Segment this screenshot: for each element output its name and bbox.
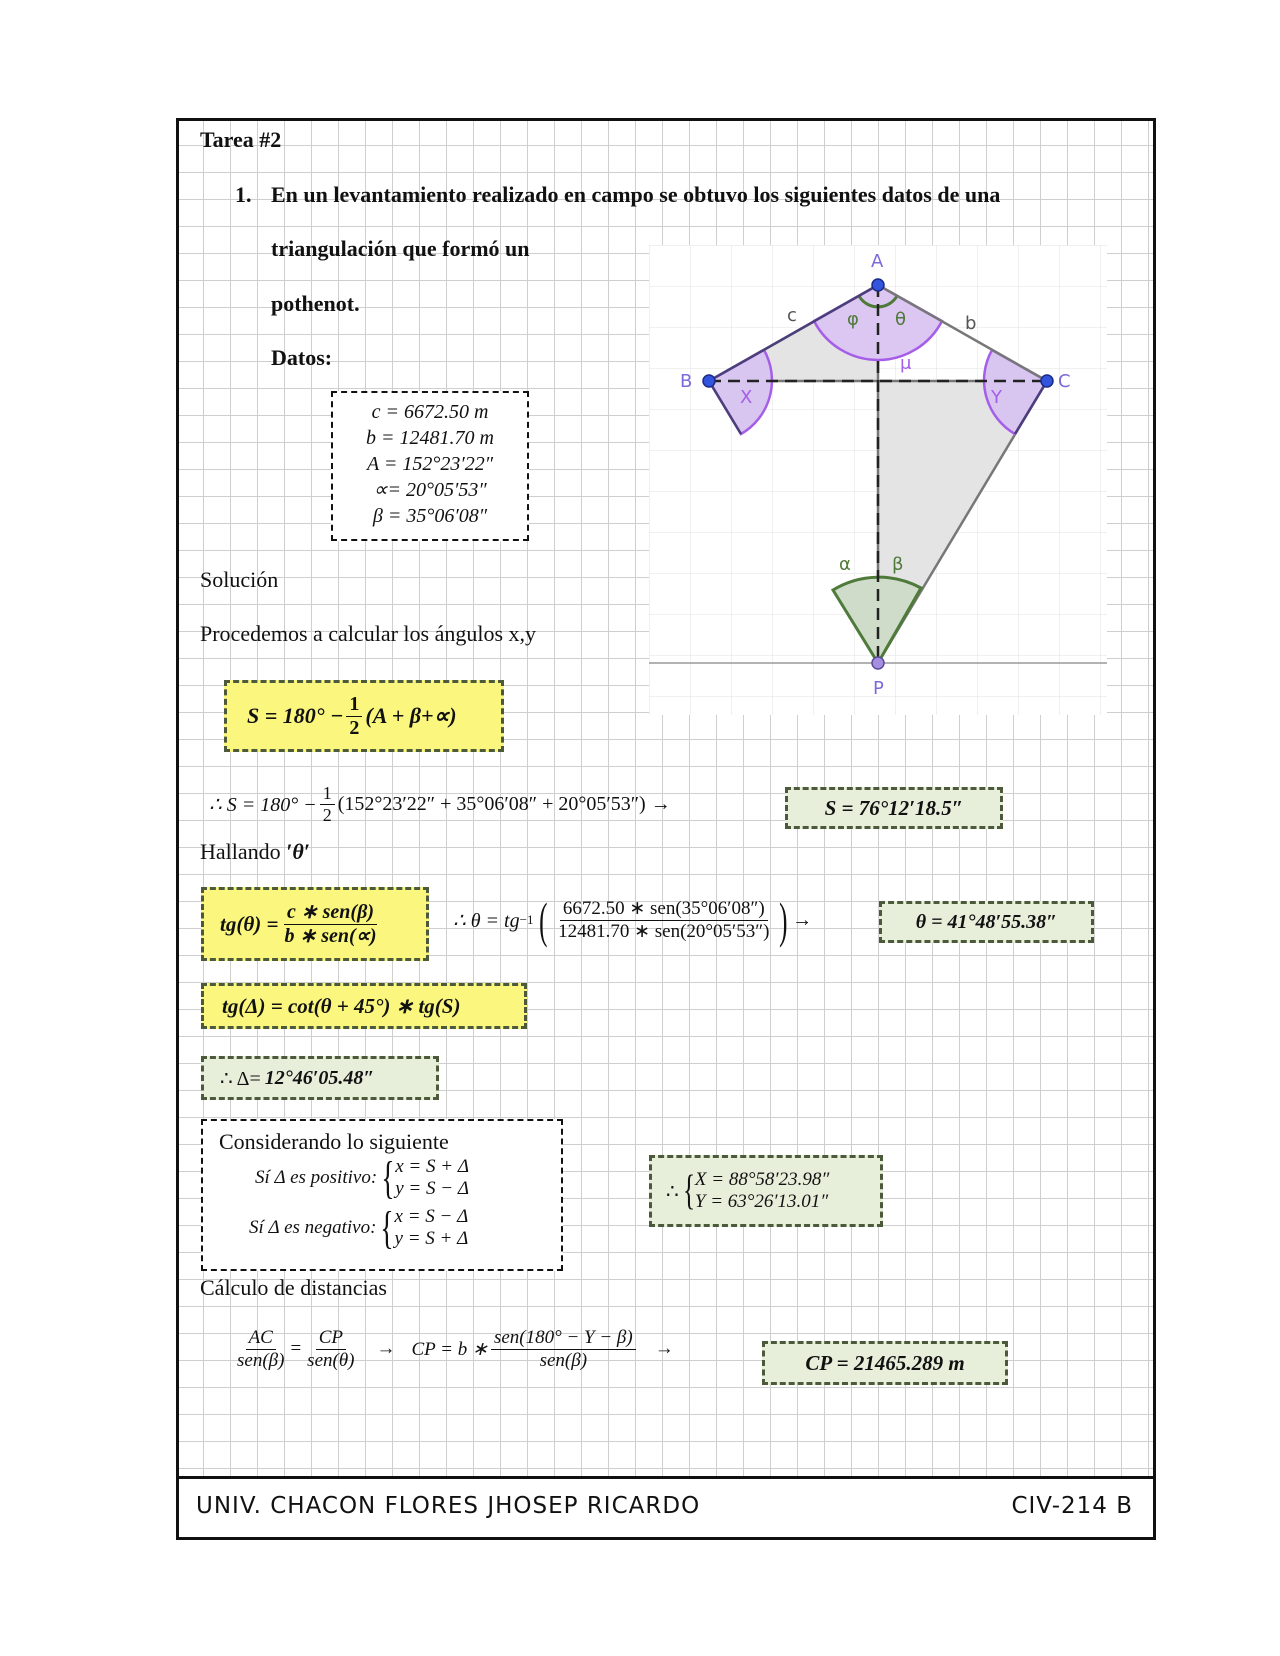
s-calc-num: 1 bbox=[320, 783, 335, 805]
datos-alpha: ∝= 20°05′53″ bbox=[373, 479, 487, 501]
label-a: A bbox=[871, 251, 884, 272]
xy-result-box: ∴ { X = 88°58′23.98″ Y = 63°26′13.01″ bbox=[649, 1155, 883, 1227]
problem-line-2: triangulación que formó un bbox=[271, 236, 530, 261]
theta-calc-lhs: ∴ θ = tg bbox=[453, 909, 520, 932]
problem-line-1: En un levantamiento realizado en campo se obtuvo los siguientes datos de una bbox=[271, 182, 1001, 207]
cp-eq: = bbox=[290, 1338, 302, 1360]
cp-arrow-2: → bbox=[654, 1338, 674, 1360]
consider-box bbox=[201, 1119, 563, 1271]
footer-author: UNIV. CHACON FLORES JHOSEP RICARDO bbox=[196, 1493, 701, 1519]
hallando-text: Hallando bbox=[200, 839, 281, 864]
datos-beta: β = 35°06′08″ bbox=[372, 505, 488, 527]
cp-calculation bbox=[231, 1327, 690, 1372]
label-mu: μ bbox=[900, 353, 912, 374]
point-c bbox=[1041, 375, 1053, 387]
label-b: B bbox=[680, 371, 693, 392]
consider-pos-label: Sí Δ es positivo: bbox=[255, 1167, 378, 1188]
s-calc-lhs: ∴ S = 180° − bbox=[209, 793, 317, 816]
cp-f3-num: sen(180° − Y − β) bbox=[491, 1327, 636, 1350]
theta-result: θ = 41°48′55.38″ bbox=[915, 910, 1058, 933]
page-footer bbox=[179, 1476, 1153, 1537]
pothenot-figure bbox=[649, 245, 1107, 715]
consider-neg-label: Sí Δ es negativo: bbox=[249, 1217, 377, 1238]
consider-title: Considerando lo siguiente bbox=[219, 1129, 449, 1154]
s-formula-num: 1 bbox=[346, 693, 362, 717]
theta-calc-num: 6672.50 ∗ sen(35°06′08″) bbox=[560, 898, 768, 921]
cp-mid: CP = b ∗ bbox=[411, 1338, 488, 1360]
label-side-c: c bbox=[787, 305, 797, 326]
cp-f2-num: CP bbox=[316, 1327, 346, 1350]
s-calc-rhs: (152°23′22″ + 35°06′08″ + 20°05′53″) → bbox=[337, 792, 671, 815]
label-x: X bbox=[740, 387, 753, 408]
consider-neg-y: y = S + Δ bbox=[394, 1228, 469, 1249]
cp-f1-den: sen(β) bbox=[237, 1349, 285, 1371]
point-p bbox=[872, 657, 884, 669]
theta-formula-num: c ∗ sen(β) bbox=[284, 901, 377, 925]
theta-formula-box bbox=[201, 887, 429, 961]
label-y: Y bbox=[991, 387, 1002, 408]
delta-formula-box bbox=[201, 983, 527, 1029]
theta-calc-sup: −1 bbox=[519, 912, 534, 927]
xy-result-y: Y = 63°26′13.01″ bbox=[694, 1191, 829, 1212]
datos-box bbox=[331, 391, 529, 541]
solution-intro: Procedemos a calcular los ángulos x,y bbox=[200, 621, 537, 646]
s-calculation bbox=[209, 783, 671, 825]
s-formula-box bbox=[224, 680, 504, 752]
cp-f1-num: AC bbox=[246, 1327, 276, 1350]
page-title: Tarea #2 bbox=[200, 127, 282, 152]
delta-result-prefix: ∴ Δ= bbox=[220, 1067, 261, 1090]
footer-course: CIV-214 B bbox=[1011, 1493, 1133, 1519]
s-formula-rhs: (A + β+∝) bbox=[365, 703, 457, 728]
point-b bbox=[703, 375, 715, 387]
consider-pos-x: x = S + Δ bbox=[395, 1156, 469, 1178]
label-theta: θ bbox=[895, 309, 907, 330]
xy-result-x: X = 88°58′23.98″ bbox=[694, 1169, 830, 1191]
s-result-box bbox=[785, 787, 1003, 829]
label-phi: φ bbox=[847, 309, 859, 330]
distances-label: Cálculo de distancias bbox=[200, 1275, 387, 1300]
label-c: C bbox=[1058, 371, 1071, 392]
theta-result-box bbox=[879, 901, 1094, 943]
problem-line-3: pothenot. bbox=[271, 291, 360, 316]
cp-arrow-1: → bbox=[376, 1338, 396, 1360]
s-formula-lhs: S = 180° − bbox=[247, 703, 344, 728]
label-beta: β bbox=[892, 554, 904, 575]
xy-result-prefix: ∴ bbox=[666, 1180, 679, 1203]
label-p: P bbox=[873, 678, 884, 699]
theta-calc-den: 12481.70 ∗ sen(20°05′53″) bbox=[558, 920, 770, 942]
label-side-b: b bbox=[965, 313, 977, 334]
cp-f2-den: sen(θ) bbox=[307, 1349, 355, 1371]
solution-label: Solución bbox=[200, 567, 279, 592]
problem-number: 1. bbox=[235, 182, 252, 207]
point-a bbox=[872, 279, 884, 291]
consider-positive: Sí Δ es positivo: { x = S + Δ y = S − Δ bbox=[255, 1152, 469, 1203]
datos-label: Datos: bbox=[271, 345, 333, 370]
s-calc-den: 2 bbox=[322, 804, 332, 825]
s-formula-den: 2 bbox=[349, 716, 360, 739]
datos-c: c = 6672.50 m bbox=[371, 401, 489, 423]
theta-formula-lhs: tg(θ) = bbox=[220, 911, 279, 936]
delta-formula: tg(Δ) = cot(θ + 45°) ∗ tg(S) bbox=[222, 993, 461, 1018]
consider-neg-x: x = S − Δ bbox=[394, 1206, 469, 1228]
cp-result: CP = 21465.289 m bbox=[805, 1350, 965, 1375]
datos-A: A = 152°23′22″ bbox=[366, 453, 494, 475]
theta-calculation: ∴ θ = tg −1 ( $\frac{\text{6672.50 ∗ sen(35°06′08″)}}{\text{12481.70 ∗ sen(20°05′53″)}}$ ) → bbox=[453, 892, 813, 948]
cp-result-box bbox=[762, 1341, 1008, 1385]
s-result: S = 76°12′18.5″ bbox=[824, 795, 964, 820]
theta-formula-den: b ∗ sen(∝) bbox=[284, 924, 377, 947]
hallando-label bbox=[200, 839, 310, 865]
delta-result-box bbox=[201, 1056, 439, 1100]
hallando-var: ′θ′ bbox=[286, 839, 310, 864]
cp-f3-den: sen(β) bbox=[539, 1349, 588, 1371]
consider-pos-y: y = S − Δ bbox=[395, 1178, 469, 1199]
theta-calc-arrow: → bbox=[792, 908, 813, 931]
datos-b: b = 12481.70 m bbox=[366, 427, 494, 449]
consider-negative: Sí Δ es negativo: { x = S − Δ y = S + Δ bbox=[249, 1202, 469, 1253]
delta-result-value: 12°46′05.48″ bbox=[264, 1066, 375, 1089]
document-sheet bbox=[176, 118, 1156, 1540]
pothenot-diagram bbox=[649, 245, 1107, 715]
label-alpha: α bbox=[839, 554, 851, 575]
